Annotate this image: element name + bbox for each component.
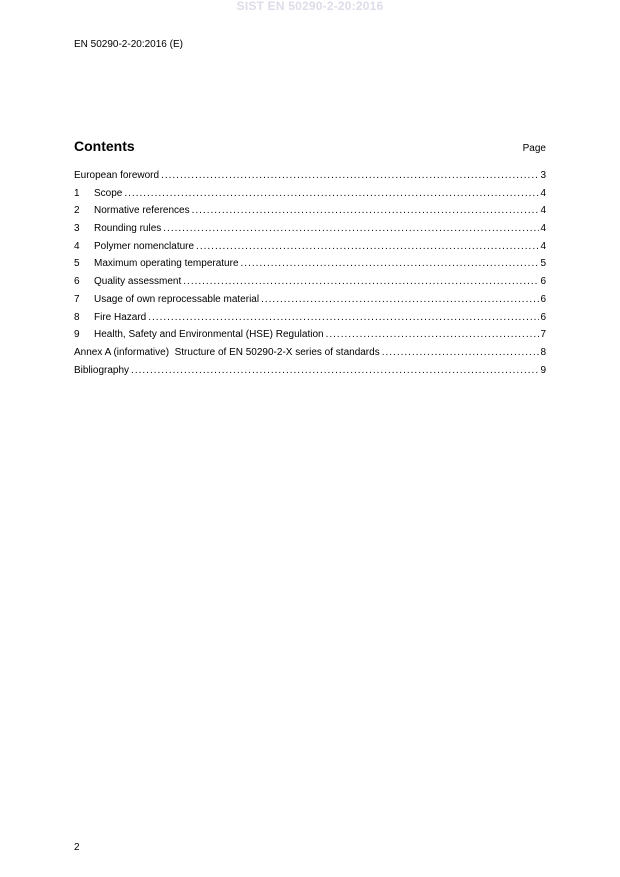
toc-entry-title: Health, Safety and Environmental (HSE) Regulation bbox=[94, 329, 324, 341]
toc-entry-title: Bibliography bbox=[74, 364, 130, 376]
toc-entry-quality-assessment[interactable] bbox=[74, 276, 546, 294]
toc-entry-hse-regulation[interactable] bbox=[74, 329, 546, 347]
dot-leader bbox=[161, 170, 539, 181]
toc-entry-page: 9 bbox=[540, 364, 546, 376]
toc-entry-rounding-rules[interactable] bbox=[74, 223, 546, 241]
dot-leader bbox=[196, 241, 539, 252]
toc-entry-number: 9 bbox=[74, 329, 80, 341]
toc-entry-page: 6 bbox=[540, 276, 546, 288]
contents-heading: Contents bbox=[74, 138, 135, 154]
dot-leader bbox=[382, 347, 540, 358]
toc-entry-number: 1 bbox=[74, 187, 80, 199]
toc-entry-title: European foreword bbox=[74, 170, 160, 181]
toc-entry-annex-a[interactable] bbox=[74, 347, 546, 365]
toc-entry-title: Normative references bbox=[94, 205, 190, 217]
toc-entry-title: Rounding rules bbox=[94, 223, 162, 235]
toc-entry-page: 8 bbox=[540, 346, 546, 358]
dot-leader bbox=[326, 329, 540, 340]
toc-entry-title: Polymer nomenclature bbox=[94, 240, 195, 252]
toc-entry-usage-of-own-reprocessable-material[interactable] bbox=[74, 294, 546, 312]
toc-entry-title: Usage of own reprocessable material bbox=[94, 293, 260, 305]
toc-entry-number: 8 bbox=[74, 311, 80, 323]
toc-entry-title: Annex A (informative) Structure of EN 50290-2-X series of standards bbox=[74, 346, 380, 358]
toc-entry-scope[interactable] bbox=[74, 188, 546, 206]
dot-leader bbox=[192, 205, 540, 216]
toc-entry-page: 3 bbox=[540, 170, 546, 181]
page-number: 2 bbox=[74, 842, 80, 853]
toc-entry-page: 4 bbox=[540, 223, 546, 235]
dot-leader bbox=[148, 312, 539, 323]
toc-entry-number: 6 bbox=[74, 276, 80, 288]
dot-leader bbox=[124, 188, 539, 199]
toc-entry-page: 6 bbox=[540, 311, 546, 323]
toc-entry-title: Maximum operating temperature bbox=[94, 258, 239, 270]
toc-entry-title: Quality assessment bbox=[94, 276, 182, 288]
toc-entry-fire-hazard[interactable] bbox=[74, 312, 546, 330]
toc-entry-page: 5 bbox=[540, 258, 546, 270]
toc-entry-european-foreword[interactable] bbox=[74, 170, 546, 188]
toc-entry-page: 4 bbox=[540, 205, 546, 217]
table-of-contents bbox=[74, 170, 546, 382]
toc-entry-page: 6 bbox=[540, 293, 546, 305]
toc-entry-polymer-nomenclature[interactable] bbox=[74, 241, 546, 259]
document-identifier: EN 50290-2-20:2016 (E) bbox=[74, 39, 183, 50]
toc-entry-bibliography[interactable] bbox=[74, 365, 546, 383]
toc-entry-normative-references[interactable] bbox=[74, 205, 546, 223]
toc-entry-page: 4 bbox=[540, 240, 546, 252]
dot-leader bbox=[183, 276, 539, 287]
toc-entry-title: Fire Hazard bbox=[94, 311, 147, 323]
toc-entry-number: 4 bbox=[74, 240, 80, 252]
dot-leader bbox=[163, 223, 539, 234]
toc-entry-page: 7 bbox=[540, 329, 546, 341]
toc-entry-number: 7 bbox=[74, 293, 80, 305]
dot-leader bbox=[131, 365, 539, 376]
dot-leader bbox=[241, 258, 540, 269]
toc-entry-number: 5 bbox=[74, 258, 80, 270]
toc-entry-maximum-operating-temperature[interactable] bbox=[74, 258, 546, 276]
dot-leader bbox=[261, 294, 539, 305]
page-column-label: Page bbox=[522, 143, 546, 154]
toc-entry-number: 2 bbox=[74, 205, 80, 217]
watermark-text: SIST EN 50290-2-20:2016 bbox=[236, 0, 384, 13]
toc-entry-page: 4 bbox=[540, 187, 546, 199]
toc-entry-number: 3 bbox=[74, 223, 80, 235]
toc-entry-title: Scope bbox=[94, 187, 123, 199]
